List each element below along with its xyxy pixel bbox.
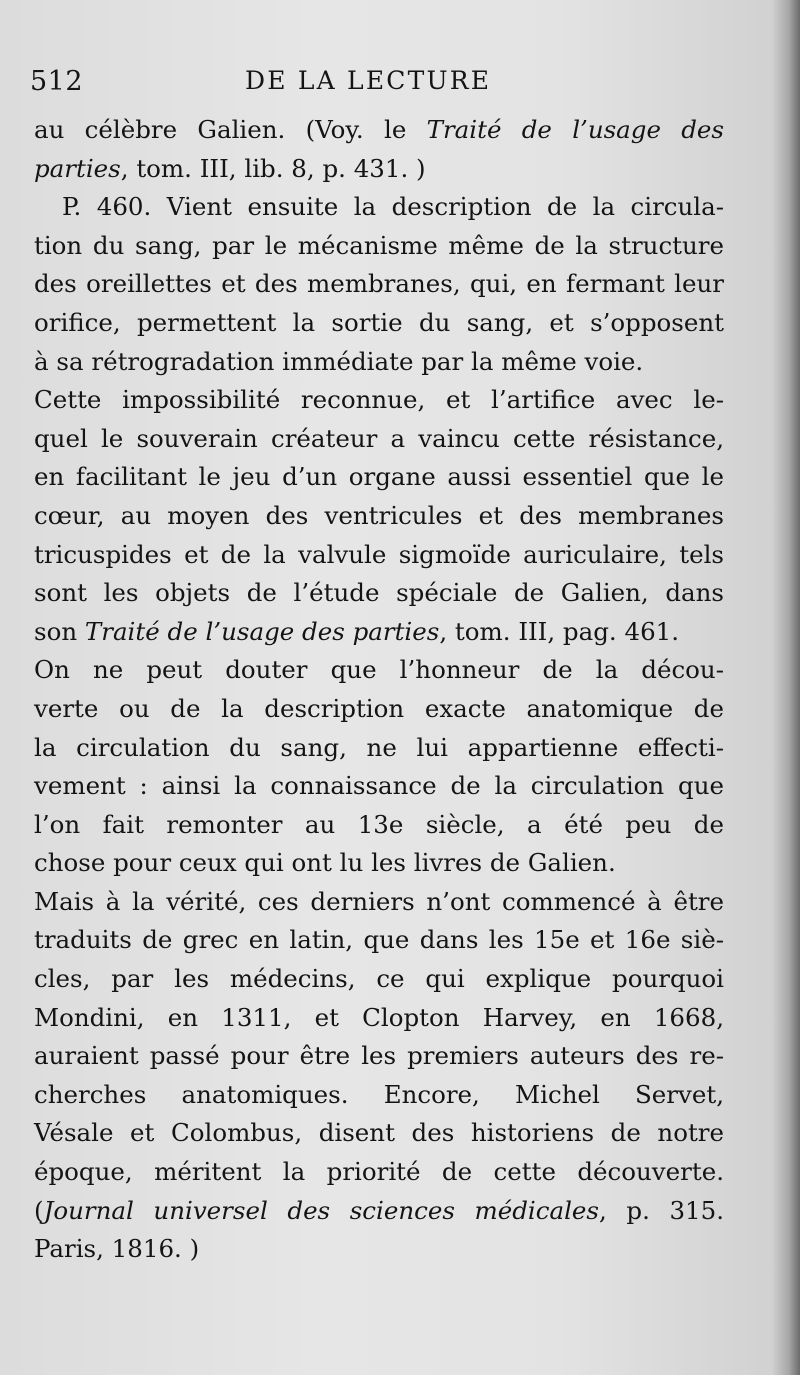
text-line	[34, 767, 724, 806]
text-line	[34, 536, 724, 575]
text-line	[34, 150, 724, 189]
text-segment: Vésale et Colombus, disent des historiens de notre	[34, 1118, 724, 1148]
text-segment: Mais à la vérité, ces derniers n’ont commencé à être	[34, 886, 724, 916]
text-segment: verte ou de la description exacte anatomique de	[34, 693, 724, 723]
text-segment: chose pour ceux qui ont lu les livres de Galien.	[34, 848, 616, 878]
text-line	[34, 921, 724, 960]
page-number: 512	[30, 66, 84, 97]
text-segment: , tom. III, lib. 8, p. 431. )	[120, 153, 426, 183]
text-line	[34, 960, 724, 999]
text-segment: son	[34, 616, 85, 646]
text-line	[34, 188, 724, 227]
text-line	[34, 381, 724, 420]
text-segment: la circulation du sang, ne lui appartienne effecti-	[34, 732, 724, 762]
text-segment: orifice, permettent la sortie du sang, et s’opposent	[34, 307, 724, 337]
text-line	[34, 999, 724, 1038]
text-segment: , p. 315.	[599, 1195, 725, 1225]
text-segment: sont les objets de l’étude spéciale de Galien, dans	[34, 578, 724, 608]
page-gutter-shadow	[772, 0, 800, 1375]
text-segment: , tom. III, pag. 461.	[439, 616, 680, 646]
text-segment: des oreillettes et des membranes, qui, en fermant leur	[34, 269, 724, 299]
text-line	[34, 729, 724, 768]
text-segment: (	[34, 1195, 44, 1225]
text-segment: Mondini, en 1311, et Clopton Harvey, en 1668,	[34, 1002, 724, 1032]
text-line	[34, 1114, 724, 1153]
text-segment: cœur, au moyen des ventricules et des membranes	[34, 500, 724, 530]
text-line	[34, 844, 724, 883]
text-line	[34, 690, 724, 729]
text-segment: On ne peut douter que l’honneur de la décou-	[34, 655, 724, 685]
text-line	[34, 304, 724, 343]
italic-text-segment: Traité de l’usage des	[426, 115, 725, 144]
text-segment: cherches anatomiques. Encore, Michel Servet,	[34, 1079, 724, 1109]
text-segment: Paris, 1816. )	[34, 1234, 200, 1264]
running-title: DE LA LECTURE	[245, 66, 492, 95]
text-line	[34, 1230, 724, 1269]
text-line	[34, 1076, 724, 1115]
text-line	[34, 1037, 724, 1076]
text-segment: l’on fait remonter au 13e siècle, a été peu de	[34, 809, 724, 839]
italic-text-segment: Traité de l’usage des parties	[84, 616, 440, 646]
italic-text-segment: Journal universel des sciences médicales	[43, 1195, 600, 1225]
text-segment: tion du sang, par le mécanisme même de la structure	[34, 230, 724, 260]
text-line	[34, 613, 724, 652]
text-segment: en facilitant le jeu d’un organe aussi essentiel que le	[34, 462, 724, 492]
text-segment: quel le souverain créateur a vaincu cette résistance,	[34, 423, 724, 453]
text-segment: cles, par les médecins, ce qui explique pourquoi	[34, 964, 724, 994]
text-line	[34, 111, 724, 150]
text-line	[34, 420, 724, 459]
text-line	[34, 883, 724, 922]
text-segment: traduits de grec en latin, que dans les 15e et 16e siè-	[34, 925, 724, 955]
text-segment: époque, méritent la priorité de cette découverte.	[34, 1157, 724, 1187]
text-segment: vement : ainsi la connaissance de la circulation que	[34, 771, 724, 801]
text-segment: au célèbre Galien. (Voy. le	[34, 115, 427, 144]
body-text	[34, 111, 724, 1269]
italic-text-segment: parties	[34, 153, 121, 183]
page-header	[30, 66, 730, 106]
text-segment: tricuspides et de la valvule sigmoïde auriculaire, tels	[34, 539, 724, 569]
text-line	[34, 458, 724, 497]
text-line	[34, 651, 724, 690]
text-line	[34, 1153, 724, 1192]
text-segment: Cette impossibilité reconnue, et l’artifice avec le-	[34, 385, 724, 415]
text-line	[34, 497, 724, 536]
text-segment: à sa rétrogradation immédiate par la même voie.	[34, 346, 644, 376]
text-segment: P. 460. Vient ensuite la description de la circula-	[62, 192, 724, 222]
text-line	[34, 1192, 724, 1231]
text-line	[34, 806, 724, 845]
text-line	[34, 227, 724, 266]
text-segment: auraient passé pour être les premiers auteurs des re-	[34, 1041, 724, 1071]
text-line	[34, 265, 724, 304]
text-line	[34, 343, 724, 382]
text-line	[34, 574, 724, 613]
